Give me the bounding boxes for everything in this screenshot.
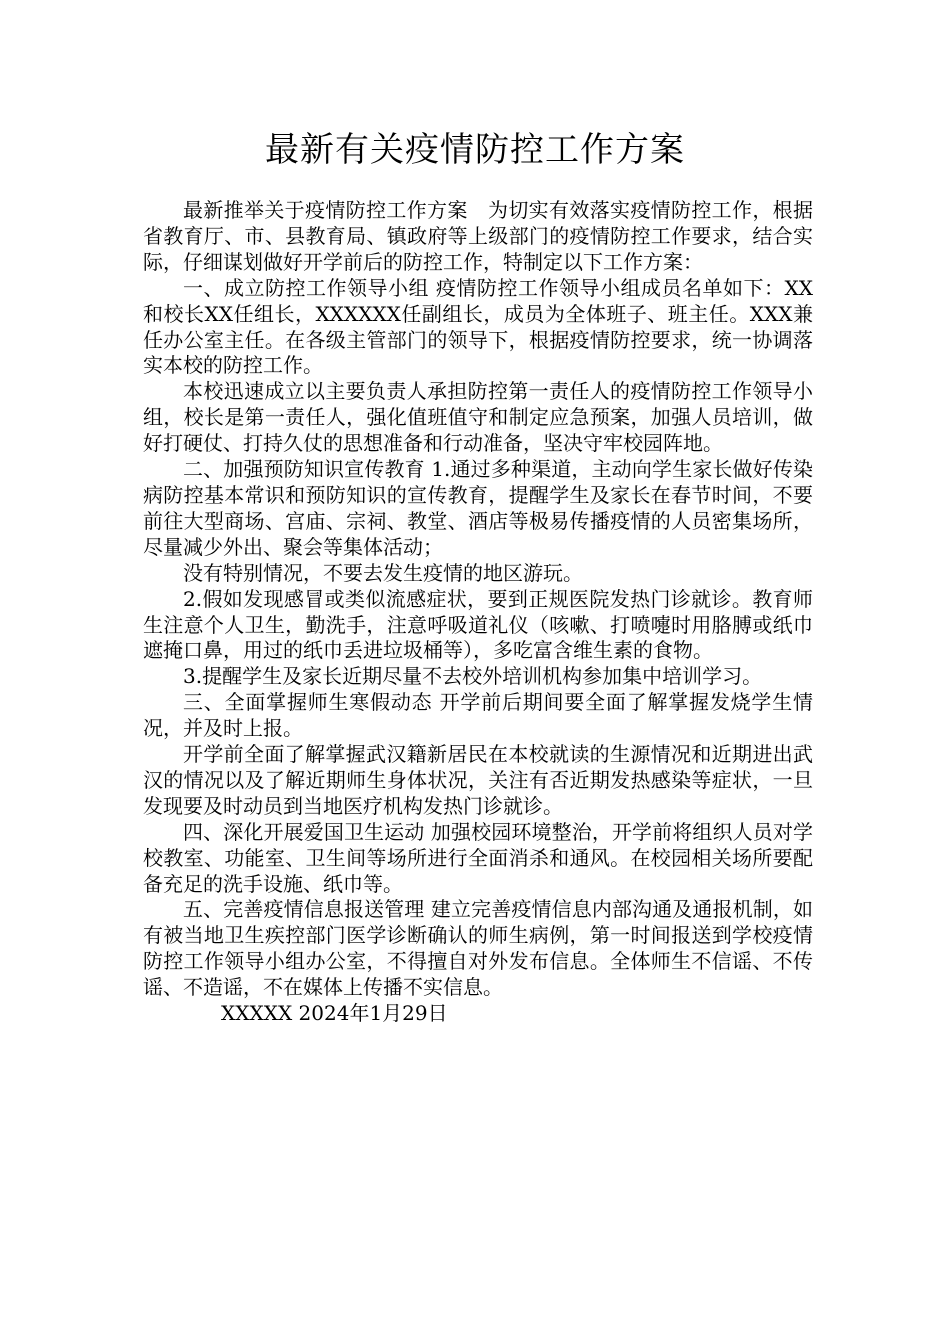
paragraph-section-3: 三、全面掌握师生寒假动态 开学前后期间要全面了解掌握发烧学生情况，并及时上报。	[143, 690, 813, 741]
paragraph-section-3-detail: 开学前全面了解掌握武汉籍新居民在本校就读的生源情况和近期进出武汉的情况以及了解近期师生身体状况，关注有否近期发热感染等症状，一旦发现要及时动员到当地医疗机构发热门诊就诊。	[143, 742, 813, 818]
document-title: 最新有关疫情防控工作方案	[265, 130, 685, 170]
paragraph-section-5: 五、完善疫情信息报送管理 建立完善疫情信息内部沟通及通报机制，如有被当地卫生疾控部门医学诊断确认的师生病例，第一时间报送到学校疫情防控工作领导小组办公室，不得擅自对外发布信息。全体师生不信谣、不传谣、不造谣，不在媒体上传播不实信息。	[143, 897, 813, 1000]
paragraph-section-1-detail: 本校迅速成立以主要负责人承担防控第一责任人的疫情防控工作领导小组，校长是第一责任人，强化值班值守和制定应急预案，加强人员培训，做好打硬仗、打持久仗的思想准备和行动准备，坚决守牢校园阵地。	[143, 379, 813, 456]
signature-date: XXXXX 2024年1月29日	[221, 1001, 448, 1026]
document-body	[143, 198, 813, 1027]
paragraph-section-4: 四、深化开展爱国卫生运动 加强校园环境整治，开学前将组织人员对学校教室、功能室、卫生间等场所进行全面消杀和通风。在校园相关场所要配备充足的洗手设施、纸巾等。	[143, 819, 813, 896]
paragraph-intro: 最新推举关于疫情防控工作方案 为切实有效落实疫情防控工作，根据省教育厅、市、县教育局、镇政府等上级部门的疫情防控工作要求，结合实际，仔细谋划做好开学前后的防控工作，特制定以下工作方案：	[143, 198, 813, 274]
paragraph-section-2: 二、加强预防知识宣传教育 1.通过多种渠道，主动向学生家长做好传染病防控基本常识和预防知识的宣传教育，提醒学生及家长在春节时间，不要前往大型商场、宫庙、宗祠、教堂、酒店等极易传播疫情的人员密集场所，尽量减少外出、聚会等集体活动；	[143, 457, 813, 559]
paragraph-section-1: 一、成立防控工作领导小组 疫情防控工作领导小组成员名单如下：XX和校长XX任组长，XXXXXX任副组长，成员为全体班子、班主任。XXX兼任办公室主任。在各级主管部门的领导下，根据疫情防控要求，统一协调落实本校的防控工作。	[143, 275, 813, 378]
paragraph-section-2-travel: 没有特别情况，不要去发生疫情的地区游玩。	[183, 560, 583, 585]
paragraph-section-2-item-2: 2.假如发现感冒或类似流感症状，要到正规医院发热门诊就诊。教育师生注意个人卫生，勤洗手，注意呼吸道礼仪（咳嗽、打喷嚏时用胳膊或纸巾遮掩口鼻，用过的纸巾丢进垃圾桶等），多吃富含维生素的食物。	[143, 586, 813, 663]
paragraph-section-2-item-3: 3.提醒学生及家长近期尽量不去校外培训机构参加集中培训学习。	[183, 664, 763, 689]
